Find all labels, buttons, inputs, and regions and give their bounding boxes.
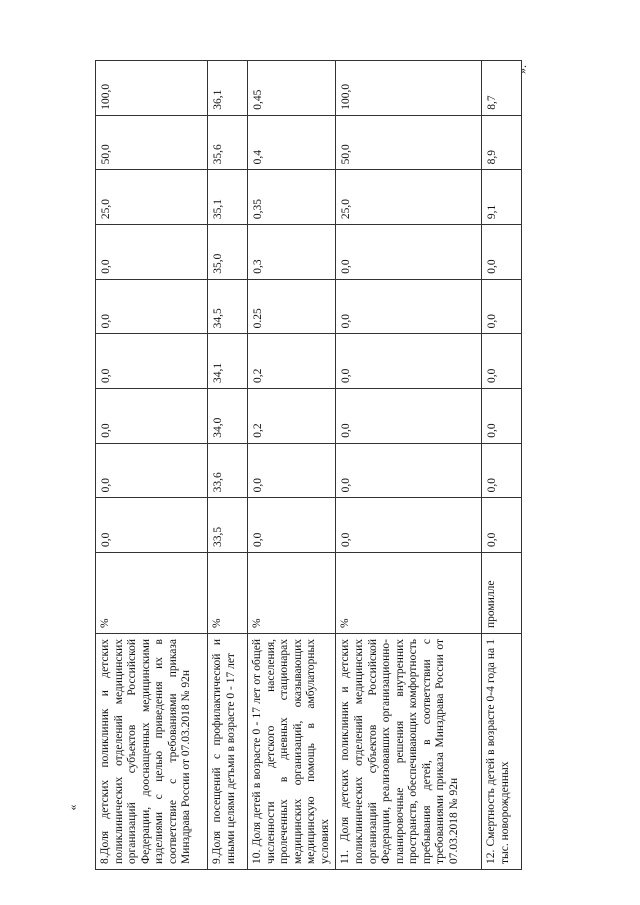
indicator-value: 33,5 [208, 498, 248, 553]
table-row [482, 61, 522, 870]
closing-quote-mark: ». [515, 65, 529, 74]
indicator-unit: % [336, 553, 482, 634]
indicator-value: 0,0 [248, 443, 336, 498]
indicator-value: 0,3 [248, 225, 336, 280]
indicator-value: 0,0 [336, 279, 482, 334]
indicator-unit: % [208, 553, 248, 634]
indicator-value: 0,0 [482, 389, 522, 444]
indicator-value: 0,0 [336, 225, 482, 280]
indicator-value: 33,6 [208, 443, 248, 498]
indicator-unit: промилле [482, 553, 522, 634]
indicator-value: 0,35 [248, 170, 336, 225]
indicator-value: 35,0 [208, 225, 248, 280]
indicator-value: 25,0 [336, 170, 482, 225]
indicator-value: 0,4 [248, 115, 336, 170]
opening-quote-mark: « [65, 804, 80, 811]
table-row [248, 61, 336, 870]
indicator-table-rotated [95, 60, 520, 870]
indicator-value: 35,1 [208, 170, 248, 225]
indicator-value: 0,0 [336, 443, 482, 498]
indicator-value: 8,9 [482, 115, 522, 170]
table-row [336, 61, 482, 870]
indicator-value: 0,0 [336, 389, 482, 444]
indicator-name: 10. Доля детей в возрасте 0 - 17 лет от общей численности детского населения, пролеченных в дневных стационарах медицинских организаций, оказывающих медицинскую помощь в амбулаторных условиях [248, 634, 336, 870]
indicator-unit: % [248, 553, 336, 634]
indicator-value: 0.25 [248, 279, 336, 334]
indicator-value: 0,2 [248, 334, 336, 389]
table-row [208, 61, 248, 870]
indicator-value: 100,0 [96, 61, 208, 116]
indicator-value: 34,1 [208, 334, 248, 389]
indicator-value: 0,0 [336, 334, 482, 389]
indicator-value: 0,0 [96, 225, 208, 280]
indicator-value: 0,2 [248, 389, 336, 444]
indicator-value: 9,1 [482, 170, 522, 225]
indicator-value: 0,0 [482, 225, 522, 280]
indicator-value: 50,0 [336, 115, 482, 170]
indicator-name: 11. Доля детских поликлиник и детских поликлинических отделений медицинских организаций субъектов Российской Федерации, реализовавших организационно-планировочные решения внутренних пространств, обеспечивающих комфортность пребывания детей, в соответствии с требованиями приказа Минздрава России от 07.03.2018 № 92н [336, 634, 482, 870]
indicator-value: 0,0 [482, 334, 522, 389]
indicator-unit: % [96, 553, 208, 634]
indicator-value: 0,0 [96, 443, 208, 498]
indicator-value: 0,0 [96, 334, 208, 389]
indicator-value: 35,6 [208, 115, 248, 170]
indicator-value: 0,0 [248, 498, 336, 553]
indicator-value: 50,0 [96, 115, 208, 170]
indicator-value: 0,0 [482, 443, 522, 498]
indicator-value: 0,0 [336, 498, 482, 553]
indicator-table [95, 60, 522, 870]
indicator-value: 0,0 [96, 279, 208, 334]
indicator-value: 34,0 [208, 389, 248, 444]
indicator-value: 36,1 [208, 61, 248, 116]
indicator-value: 25,0 [96, 170, 208, 225]
indicator-value: 0,0 [96, 498, 208, 553]
indicator-name: 8.Доля детских поликлиник и детских поликлинических отделений медицинских организаций субъектов Российской Федерации, дооснащенных медицинскими изделиями с целью приведения их в соответствие с требованиями приказа Минздрава России от 07.03.2018 № 92н [96, 634, 208, 870]
indicator-value: 0,0 [482, 279, 522, 334]
table-row [96, 61, 208, 870]
indicator-name: 9.Доля посещений с профилактической и иными целями детьми в возрасте 0 - 17 лет [208, 634, 248, 870]
indicator-value: 0,0 [482, 498, 522, 553]
indicator-name: 12. Смертность детей в возрасте 0-4 года на 1 тыс. новорожденных [482, 634, 522, 870]
indicator-value: 0,0 [96, 389, 208, 444]
indicator-value: 34,5 [208, 279, 248, 334]
indicator-value: 8,7 [482, 61, 522, 116]
indicator-value: 0,45 [248, 61, 336, 116]
indicator-value: 100,0 [336, 61, 482, 116]
